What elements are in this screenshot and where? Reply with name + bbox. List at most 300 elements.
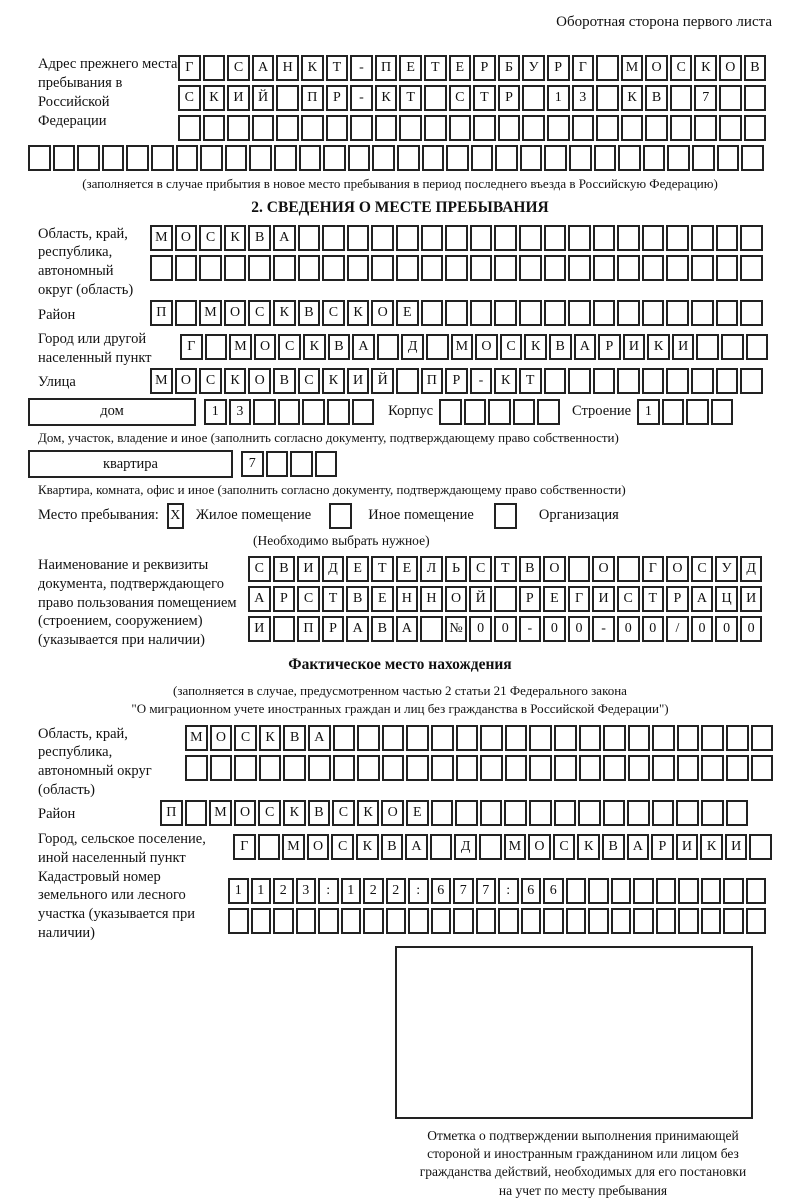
char-box[interactable] bbox=[227, 115, 250, 141]
char-box[interactable]: П bbox=[150, 300, 173, 326]
char-box[interactable]: О bbox=[666, 556, 689, 582]
char-box[interactable]: В bbox=[602, 834, 625, 860]
char-box[interactable]: 1 bbox=[341, 878, 362, 904]
char-box[interactable] bbox=[348, 145, 371, 171]
char-box[interactable] bbox=[691, 225, 714, 251]
char-box[interactable]: - bbox=[350, 55, 373, 81]
char-box[interactable] bbox=[445, 300, 468, 326]
char-box[interactable] bbox=[566, 878, 587, 904]
char-box[interactable]: К bbox=[303, 334, 326, 360]
char-box[interactable] bbox=[628, 755, 651, 781]
char-box[interactable]: Т bbox=[326, 55, 349, 81]
char-box[interactable]: П bbox=[301, 85, 324, 111]
char-box[interactable] bbox=[642, 255, 665, 281]
char-box[interactable] bbox=[372, 145, 395, 171]
char-box[interactable] bbox=[439, 399, 462, 425]
char-box[interactable] bbox=[544, 145, 567, 171]
char-box[interactable] bbox=[652, 725, 675, 751]
char-box[interactable] bbox=[371, 225, 394, 251]
char-box[interactable] bbox=[701, 908, 722, 934]
char-box[interactable]: Р bbox=[322, 616, 345, 642]
char-box[interactable] bbox=[290, 451, 313, 477]
char-box[interactable]: О bbox=[224, 300, 247, 326]
char-box[interactable]: 1 bbox=[547, 85, 570, 111]
char-box[interactable]: 0 bbox=[494, 616, 517, 642]
char-box[interactable]: С bbox=[617, 586, 640, 612]
char-box[interactable] bbox=[746, 334, 769, 360]
char-box[interactable] bbox=[749, 834, 772, 860]
char-box[interactable]: М bbox=[229, 334, 252, 360]
document-row-3[interactable] bbox=[248, 616, 762, 642]
char-box[interactable] bbox=[175, 300, 198, 326]
char-box[interactable]: В bbox=[346, 586, 369, 612]
char-box[interactable] bbox=[151, 145, 174, 171]
char-box[interactable]: - bbox=[519, 616, 542, 642]
char-box[interactable] bbox=[249, 145, 272, 171]
char-box[interactable] bbox=[611, 908, 632, 934]
kadastr-row-1[interactable] bbox=[228, 878, 766, 904]
char-box[interactable] bbox=[494, 586, 517, 612]
char-box[interactable] bbox=[744, 85, 767, 111]
char-box[interactable] bbox=[77, 145, 100, 171]
char-box[interactable] bbox=[445, 225, 468, 251]
char-box[interactable] bbox=[726, 755, 749, 781]
ulitsa-row[interactable] bbox=[150, 368, 763, 394]
char-box[interactable] bbox=[470, 225, 493, 251]
char-box[interactable] bbox=[357, 755, 380, 781]
char-box[interactable] bbox=[473, 115, 496, 141]
char-box[interactable]: Р bbox=[666, 586, 689, 612]
char-box[interactable]: В bbox=[273, 556, 296, 582]
char-box[interactable]: О bbox=[543, 556, 566, 582]
char-box[interactable] bbox=[692, 145, 715, 171]
char-box[interactable]: 0 bbox=[740, 616, 763, 642]
char-box[interactable] bbox=[627, 800, 650, 826]
char-box[interactable] bbox=[529, 755, 552, 781]
char-box[interactable] bbox=[322, 255, 345, 281]
char-box[interactable] bbox=[579, 755, 602, 781]
char-box[interactable] bbox=[617, 225, 640, 251]
char-box[interactable] bbox=[248, 255, 271, 281]
char-box[interactable]: М bbox=[185, 725, 208, 751]
char-box[interactable] bbox=[717, 145, 740, 171]
char-box[interactable]: Д bbox=[401, 334, 424, 360]
char-box[interactable]: 1 bbox=[637, 399, 660, 425]
char-box[interactable] bbox=[504, 800, 527, 826]
char-box[interactable] bbox=[449, 115, 472, 141]
char-box[interactable] bbox=[406, 755, 429, 781]
char-box[interactable]: Г bbox=[233, 834, 256, 860]
char-box[interactable]: К bbox=[524, 334, 547, 360]
char-box[interactable] bbox=[252, 115, 275, 141]
char-box[interactable] bbox=[446, 145, 469, 171]
char-box[interactable]: 3 bbox=[296, 878, 317, 904]
char-box[interactable]: Т bbox=[371, 556, 394, 582]
char-box[interactable] bbox=[470, 255, 493, 281]
char-box[interactable] bbox=[185, 755, 208, 781]
char-box[interactable]: А bbox=[405, 834, 428, 860]
char-box[interactable] bbox=[326, 115, 349, 141]
char-box[interactable] bbox=[596, 85, 619, 111]
kadastr-row-2[interactable] bbox=[228, 908, 766, 934]
char-box[interactable]: О bbox=[381, 800, 404, 826]
char-box[interactable]: О bbox=[445, 586, 468, 612]
char-box[interactable]: Т bbox=[642, 586, 665, 612]
kvartira-number-row[interactable] bbox=[241, 451, 337, 477]
char-box[interactable]: А bbox=[352, 334, 375, 360]
char-box[interactable] bbox=[572, 115, 595, 141]
char-box[interactable]: 2 bbox=[273, 878, 294, 904]
char-box[interactable] bbox=[547, 115, 570, 141]
char-box[interactable]: С bbox=[331, 834, 354, 860]
char-box[interactable] bbox=[296, 908, 317, 934]
char-box[interactable]: О bbox=[719, 55, 742, 81]
char-box[interactable] bbox=[670, 85, 693, 111]
char-box[interactable] bbox=[662, 399, 685, 425]
char-box[interactable]: 3 bbox=[229, 399, 252, 425]
char-box[interactable]: С bbox=[199, 225, 222, 251]
char-box[interactable] bbox=[426, 334, 449, 360]
char-box[interactable] bbox=[691, 255, 714, 281]
char-box[interactable]: Р bbox=[519, 586, 542, 612]
char-box[interactable] bbox=[210, 755, 233, 781]
char-box[interactable] bbox=[102, 145, 125, 171]
char-box[interactable]: Р bbox=[598, 334, 621, 360]
char-box[interactable]: : bbox=[408, 878, 429, 904]
char-box[interactable]: О bbox=[175, 368, 198, 394]
char-box[interactable]: О bbox=[592, 556, 615, 582]
char-box[interactable] bbox=[568, 556, 591, 582]
char-box[interactable]: К bbox=[203, 85, 226, 111]
char-box[interactable] bbox=[678, 908, 699, 934]
char-box[interactable] bbox=[726, 725, 749, 751]
char-box[interactable] bbox=[537, 399, 560, 425]
char-box[interactable]: С bbox=[322, 300, 345, 326]
char-box[interactable]: Д bbox=[454, 834, 477, 860]
char-box[interactable] bbox=[554, 755, 577, 781]
char-box[interactable] bbox=[424, 85, 447, 111]
char-box[interactable] bbox=[520, 145, 543, 171]
char-box[interactable]: И bbox=[672, 334, 695, 360]
char-box[interactable] bbox=[259, 755, 282, 781]
char-box[interactable]: Р bbox=[326, 85, 349, 111]
char-box[interactable] bbox=[554, 725, 577, 751]
char-box[interactable] bbox=[656, 878, 677, 904]
char-box[interactable]: М bbox=[621, 55, 644, 81]
char-box[interactable] bbox=[716, 255, 739, 281]
char-box[interactable] bbox=[464, 399, 487, 425]
char-box[interactable]: А bbox=[346, 616, 369, 642]
char-box[interactable]: 7 bbox=[453, 878, 474, 904]
char-box[interactable]: С bbox=[449, 85, 472, 111]
char-box[interactable] bbox=[716, 225, 739, 251]
char-box[interactable]: В bbox=[248, 225, 271, 251]
char-box[interactable] bbox=[455, 800, 478, 826]
char-box[interactable]: 2 bbox=[386, 878, 407, 904]
checkbox-org[interactable] bbox=[494, 503, 517, 529]
char-box[interactable] bbox=[494, 225, 517, 251]
char-box[interactable]: В bbox=[645, 85, 668, 111]
char-box[interactable] bbox=[716, 300, 739, 326]
char-box[interactable] bbox=[203, 115, 226, 141]
char-box[interactable]: М bbox=[199, 300, 222, 326]
char-box[interactable]: О bbox=[254, 334, 277, 360]
char-box[interactable] bbox=[701, 800, 724, 826]
char-box[interactable]: С bbox=[469, 556, 492, 582]
char-box[interactable] bbox=[744, 115, 767, 141]
char-box[interactable] bbox=[225, 145, 248, 171]
char-box[interactable] bbox=[568, 368, 591, 394]
char-box[interactable] bbox=[642, 368, 665, 394]
char-box[interactable]: К bbox=[577, 834, 600, 860]
char-box[interactable] bbox=[628, 725, 651, 751]
char-box[interactable]: А bbox=[248, 586, 271, 612]
char-box[interactable]: И bbox=[248, 616, 271, 642]
char-box[interactable] bbox=[554, 800, 577, 826]
char-box[interactable] bbox=[543, 908, 564, 934]
char-box[interactable] bbox=[643, 145, 666, 171]
document-row-1[interactable] bbox=[248, 556, 762, 582]
char-box[interactable]: 1 bbox=[204, 399, 227, 425]
char-box[interactable] bbox=[382, 725, 405, 751]
char-box[interactable]: Е bbox=[396, 300, 419, 326]
char-box[interactable] bbox=[323, 145, 346, 171]
char-box[interactable]: С bbox=[227, 55, 250, 81]
char-box[interactable] bbox=[28, 145, 51, 171]
char-box[interactable] bbox=[333, 755, 356, 781]
char-box[interactable] bbox=[422, 145, 445, 171]
char-box[interactable]: К bbox=[700, 834, 723, 860]
char-box[interactable] bbox=[701, 725, 724, 751]
char-box[interactable]: П bbox=[297, 616, 320, 642]
char-box[interactable] bbox=[617, 556, 640, 582]
char-box[interactable]: О bbox=[210, 725, 233, 751]
char-box[interactable]: 0 bbox=[691, 616, 714, 642]
char-box[interactable]: В bbox=[308, 800, 331, 826]
char-box[interactable]: П bbox=[421, 368, 444, 394]
char-box[interactable]: О bbox=[175, 225, 198, 251]
char-box[interactable]: С bbox=[199, 368, 222, 394]
char-box[interactable]: 1 bbox=[228, 878, 249, 904]
char-box[interactable]: В bbox=[298, 300, 321, 326]
char-box[interactable] bbox=[568, 225, 591, 251]
char-box[interactable]: Е bbox=[346, 556, 369, 582]
char-box[interactable]: Г bbox=[572, 55, 595, 81]
char-box[interactable]: 0 bbox=[642, 616, 665, 642]
char-box[interactable] bbox=[642, 300, 665, 326]
char-box[interactable] bbox=[568, 255, 591, 281]
char-box[interactable] bbox=[568, 300, 591, 326]
char-box[interactable]: В bbox=[283, 725, 306, 751]
char-box[interactable] bbox=[396, 368, 419, 394]
char-box[interactable]: Т bbox=[473, 85, 496, 111]
char-box[interactable] bbox=[719, 85, 742, 111]
char-box[interactable] bbox=[363, 908, 384, 934]
char-box[interactable] bbox=[588, 908, 609, 934]
char-box[interactable]: О bbox=[234, 800, 257, 826]
char-box[interactable]: - bbox=[592, 616, 615, 642]
char-box[interactable] bbox=[298, 225, 321, 251]
char-box[interactable] bbox=[618, 145, 641, 171]
char-box[interactable] bbox=[453, 908, 474, 934]
char-box[interactable]: А bbox=[396, 616, 419, 642]
char-box[interactable] bbox=[701, 755, 724, 781]
char-box[interactable]: С bbox=[553, 834, 576, 860]
char-box[interactable] bbox=[178, 115, 201, 141]
char-box[interactable] bbox=[276, 85, 299, 111]
char-box[interactable]: О bbox=[307, 834, 330, 860]
char-box[interactable] bbox=[420, 616, 443, 642]
char-box[interactable]: Т bbox=[519, 368, 542, 394]
char-box[interactable]: С bbox=[234, 725, 257, 751]
char-box[interactable] bbox=[666, 255, 689, 281]
char-box[interactable] bbox=[408, 908, 429, 934]
char-box[interactable] bbox=[480, 725, 503, 751]
char-box[interactable]: 0 bbox=[617, 616, 640, 642]
char-box[interactable]: О bbox=[248, 368, 271, 394]
char-box[interactable]: Е bbox=[406, 800, 429, 826]
char-box[interactable] bbox=[569, 145, 592, 171]
char-box[interactable] bbox=[633, 878, 654, 904]
char-box[interactable]: К bbox=[357, 800, 380, 826]
char-box[interactable]: В bbox=[549, 334, 572, 360]
char-box[interactable] bbox=[656, 908, 677, 934]
char-box[interactable]: В bbox=[371, 616, 394, 642]
char-box[interactable] bbox=[723, 878, 744, 904]
char-box[interactable] bbox=[386, 908, 407, 934]
char-box[interactable] bbox=[480, 800, 503, 826]
char-box[interactable] bbox=[691, 368, 714, 394]
char-box[interactable]: А bbox=[252, 55, 275, 81]
char-box[interactable]: Р bbox=[445, 368, 468, 394]
document-row-2[interactable] bbox=[248, 586, 762, 612]
char-box[interactable]: П bbox=[375, 55, 398, 81]
char-box[interactable]: 0 bbox=[469, 616, 492, 642]
char-box[interactable] bbox=[273, 908, 294, 934]
char-box[interactable] bbox=[566, 908, 587, 934]
checkbox-zhiloe[interactable]: X bbox=[167, 503, 184, 529]
char-box[interactable] bbox=[224, 255, 247, 281]
korpus-row[interactable] bbox=[439, 399, 560, 425]
char-box[interactable]: : bbox=[498, 878, 519, 904]
char-box[interactable]: С bbox=[691, 556, 714, 582]
char-box[interactable] bbox=[723, 908, 744, 934]
char-box[interactable]: Т bbox=[424, 55, 447, 81]
char-box[interactable]: Б bbox=[498, 55, 521, 81]
char-box[interactable]: А bbox=[273, 225, 296, 251]
char-box[interactable] bbox=[327, 399, 350, 425]
char-box[interactable]: Е bbox=[371, 586, 394, 612]
char-box[interactable] bbox=[494, 255, 517, 281]
char-box[interactable] bbox=[421, 225, 444, 251]
char-box[interactable] bbox=[529, 725, 552, 751]
char-box[interactable] bbox=[746, 908, 767, 934]
char-box[interactable]: И bbox=[297, 556, 320, 582]
char-box[interactable] bbox=[519, 225, 542, 251]
char-box[interactable]: М bbox=[150, 368, 173, 394]
char-box[interactable]: У bbox=[715, 556, 738, 582]
char-box[interactable] bbox=[711, 399, 734, 425]
char-box[interactable]: И bbox=[623, 334, 646, 360]
char-box[interactable] bbox=[593, 225, 616, 251]
char-box[interactable] bbox=[430, 834, 453, 860]
char-box[interactable] bbox=[350, 115, 373, 141]
char-box[interactable] bbox=[126, 145, 149, 171]
char-box[interactable]: В bbox=[273, 368, 296, 394]
char-box[interactable]: Й bbox=[371, 368, 394, 394]
char-box[interactable] bbox=[276, 115, 299, 141]
char-box[interactable]: К bbox=[494, 368, 517, 394]
char-box[interactable] bbox=[716, 368, 739, 394]
char-box[interactable] bbox=[652, 800, 675, 826]
char-box[interactable]: Й bbox=[252, 85, 275, 111]
char-box[interactable]: С bbox=[332, 800, 355, 826]
char-box[interactable] bbox=[740, 225, 763, 251]
char-box[interactable] bbox=[274, 145, 297, 171]
char-box[interactable]: Е bbox=[543, 586, 566, 612]
char-box[interactable] bbox=[150, 255, 173, 281]
char-box[interactable]: К bbox=[621, 85, 644, 111]
char-box[interactable]: К bbox=[356, 834, 379, 860]
char-box[interactable] bbox=[611, 878, 632, 904]
char-box[interactable]: И bbox=[347, 368, 370, 394]
prev-address-row-3[interactable] bbox=[178, 115, 766, 141]
char-box[interactable]: К bbox=[224, 225, 247, 251]
char-box[interactable]: К bbox=[283, 800, 306, 826]
char-box[interactable]: И bbox=[740, 586, 763, 612]
char-box[interactable] bbox=[544, 225, 567, 251]
char-box[interactable]: С bbox=[258, 800, 281, 826]
dom-field-box[interactable]: дом bbox=[28, 398, 196, 426]
oblast-row-1[interactable] bbox=[150, 225, 763, 251]
char-box[interactable]: В bbox=[381, 834, 404, 860]
char-box[interactable] bbox=[488, 399, 511, 425]
char-box[interactable] bbox=[522, 115, 545, 141]
char-box[interactable] bbox=[645, 115, 668, 141]
char-box[interactable] bbox=[594, 145, 617, 171]
char-box[interactable] bbox=[471, 145, 494, 171]
char-box[interactable] bbox=[666, 300, 689, 326]
char-box[interactable] bbox=[176, 145, 199, 171]
char-box[interactable] bbox=[456, 755, 479, 781]
char-box[interactable]: Т bbox=[494, 556, 517, 582]
fact-oblast-row-1[interactable] bbox=[185, 725, 773, 751]
char-box[interactable]: К bbox=[273, 300, 296, 326]
char-box[interactable] bbox=[431, 908, 452, 934]
char-box[interactable]: : bbox=[318, 878, 339, 904]
char-box[interactable] bbox=[741, 145, 764, 171]
char-box[interactable]: К bbox=[375, 85, 398, 111]
char-box[interactable] bbox=[377, 334, 400, 360]
char-box[interactable] bbox=[498, 115, 521, 141]
char-box[interactable] bbox=[667, 145, 690, 171]
char-box[interactable] bbox=[498, 908, 519, 934]
char-box[interactable] bbox=[726, 800, 749, 826]
char-box[interactable]: В bbox=[744, 55, 767, 81]
char-box[interactable]: Р bbox=[498, 85, 521, 111]
char-box[interactable]: Г bbox=[180, 334, 203, 360]
char-box[interactable] bbox=[505, 755, 528, 781]
char-box[interactable]: М bbox=[282, 834, 305, 860]
char-box[interactable]: 7 bbox=[476, 878, 497, 904]
char-box[interactable] bbox=[347, 225, 370, 251]
char-box[interactable] bbox=[299, 145, 322, 171]
char-box[interactable]: М bbox=[451, 334, 474, 360]
char-box[interactable]: М bbox=[504, 834, 527, 860]
char-box[interactable]: 7 bbox=[241, 451, 264, 477]
char-box[interactable]: / bbox=[666, 616, 689, 642]
char-box[interactable]: Н bbox=[396, 586, 419, 612]
